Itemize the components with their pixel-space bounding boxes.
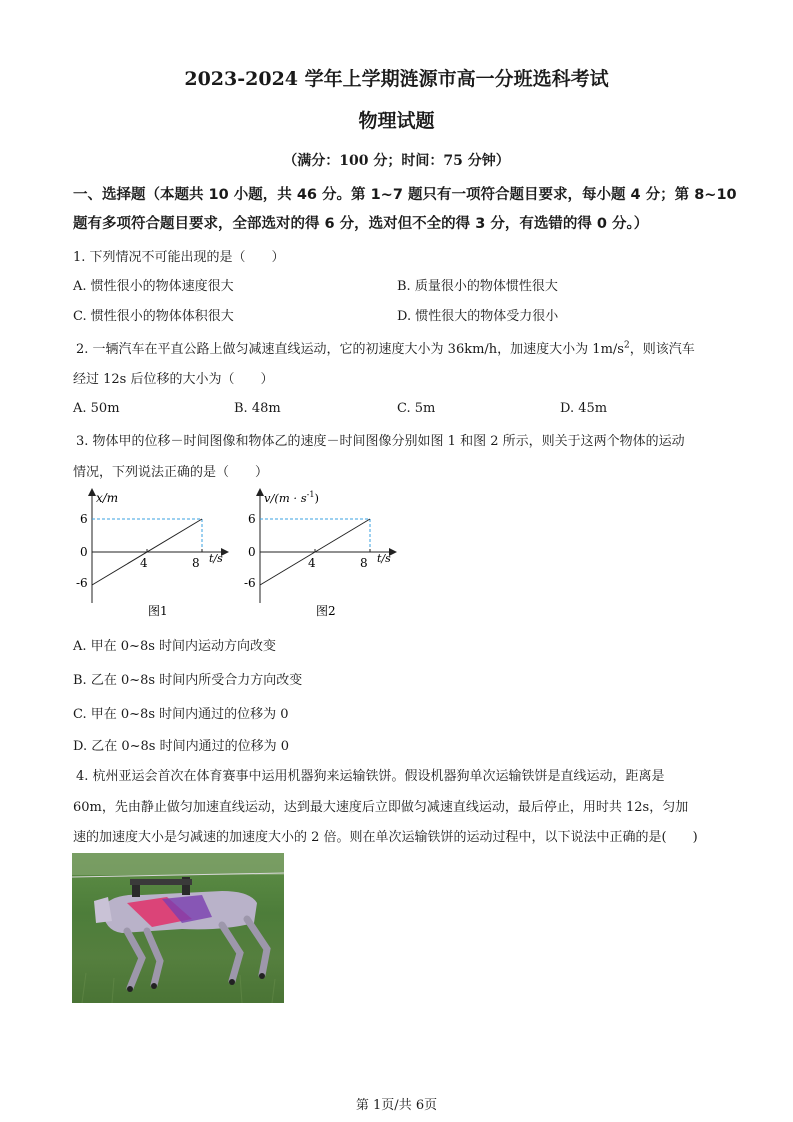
q1-option-d: D. 惯性很大的物体受力很小 — [397, 309, 559, 324]
fig2-ytick-neg6: -6 — [244, 576, 256, 590]
section-heading-line2: 题有多项符合题目要求，全部选对的得 6 分，选对但不全的得 3 分，有选错的得 0 分。） — [73, 216, 649, 232]
q2-option-c: C. 5m — [397, 401, 436, 416]
fig1-ylabel: x/m — [96, 491, 119, 505]
q3-option-a: A. 甲在 0~8s 时间内运动方向改变 — [73, 639, 277, 654]
q2-option-d: D. 45m — [560, 401, 608, 416]
fig1-caption: 图1 — [148, 604, 168, 618]
fig1-xtick-8: 8 — [192, 556, 200, 570]
q3-stem-line1: 3. 物体甲的位移－时间图像和物体乙的速度－时间图像分别如图 1 和图 2 所示，则关于这两个物体的运动 — [76, 434, 685, 449]
q3-option-c: C. 甲在 0~8s 时间内通过的位移为 0 — [73, 707, 289, 722]
fig2-xtick-4: 4 — [308, 556, 316, 570]
fig2-xtick-8: 8 — [360, 556, 368, 570]
section-heading-line1: 一、选择题（本题共 10 小题，共 46 分。第 1~7 题只有一项符合题目要求，每小题 4 分；第 8~10 — [73, 187, 737, 203]
q1-option-b: B. 质量很小的物体惯性很大 — [397, 279, 558, 294]
fig2-ytick-6: 6 — [248, 512, 256, 526]
robot-dog-photo — [72, 853, 284, 1003]
exam-title: 2023-2024 学年上学期涟源市高一分班选科考试 — [184, 68, 609, 90]
fig1-xlabel: t/s — [209, 552, 223, 565]
fig2-caption: 图2 — [316, 604, 336, 618]
figure-1-graph — [70, 488, 230, 630]
subject-title: 物理试题 — [358, 110, 435, 132]
fig1-xtick-4: 4 — [140, 556, 148, 570]
fig1-ytick-0: 0 — [80, 545, 88, 559]
q2-stem-line1 — [76, 338, 695, 357]
fig2-ylabel: $v/(m \cdot s^{-1})$ — [264, 490, 319, 505]
fig2-ytick-0: 0 — [248, 545, 256, 559]
q3-option-b: B. 乙在 0~8s 时间内所受合力方向改变 — [73, 673, 303, 688]
q1-option-a: A. 惯性很小的物体速度很大 — [73, 279, 234, 294]
q3-stem-line2: 情况，下列说法正确的是（ ） — [73, 465, 269, 480]
q2-stem-line2: 经过 12s 后位移的大小为（ ） — [73, 372, 274, 387]
robot-dog-illustration — [72, 853, 284, 1003]
q3-option-d: D. 乙在 0~8s 时间内通过的位移为 0 — [73, 739, 289, 754]
q2-stem-part-a: 2. 一辆汽车在平直公路上做匀减速直线运动，它的初速度大小为 36km/h，加速度大小为 1m/s — [76, 342, 624, 357]
q4-stem-line1: 4. 杭州亚运会首次在体育赛事中运用机器狗来运输铁饼。假设机器狗单次运输铁饼是直线运动，距离是 — [76, 769, 665, 784]
fig2-xlabel: t/s — [377, 552, 391, 565]
q2-option-b: B. 48m — [234, 401, 281, 416]
q2-stem-part-b: ，则该汽车 — [629, 342, 695, 357]
q2-option-a: A. 50m — [73, 401, 120, 416]
q4-stem-line2: 60m，先由静止做匀加速直线运动，达到最大速度后立即做匀减速直线运动，最后停止，用时共 12s，匀加 — [73, 800, 689, 815]
q1-option-c: C. 惯性很小的物体体积很大 — [73, 309, 234, 324]
q2-stem-superscript: 2 — [623, 340, 630, 351]
fig1-ytick-neg6: -6 — [76, 576, 88, 590]
q4-stem-line3: 速的加速度大小是匀减速的加速度大小的 2 倍。则在单次运输铁饼的运动过程中，以下说法中正确的是( ) — [73, 830, 698, 845]
q1-stem: 1. 下列情况不可能出现的是（ ） — [73, 250, 285, 265]
exam-info: （满分：100 分；时间：75 分钟） — [283, 153, 510, 169]
figure-2-graph — [238, 488, 408, 630]
fig1-ytick-6: 6 — [80, 512, 88, 526]
page-footer: 第 1页/共 6页 — [355, 1098, 438, 1113]
